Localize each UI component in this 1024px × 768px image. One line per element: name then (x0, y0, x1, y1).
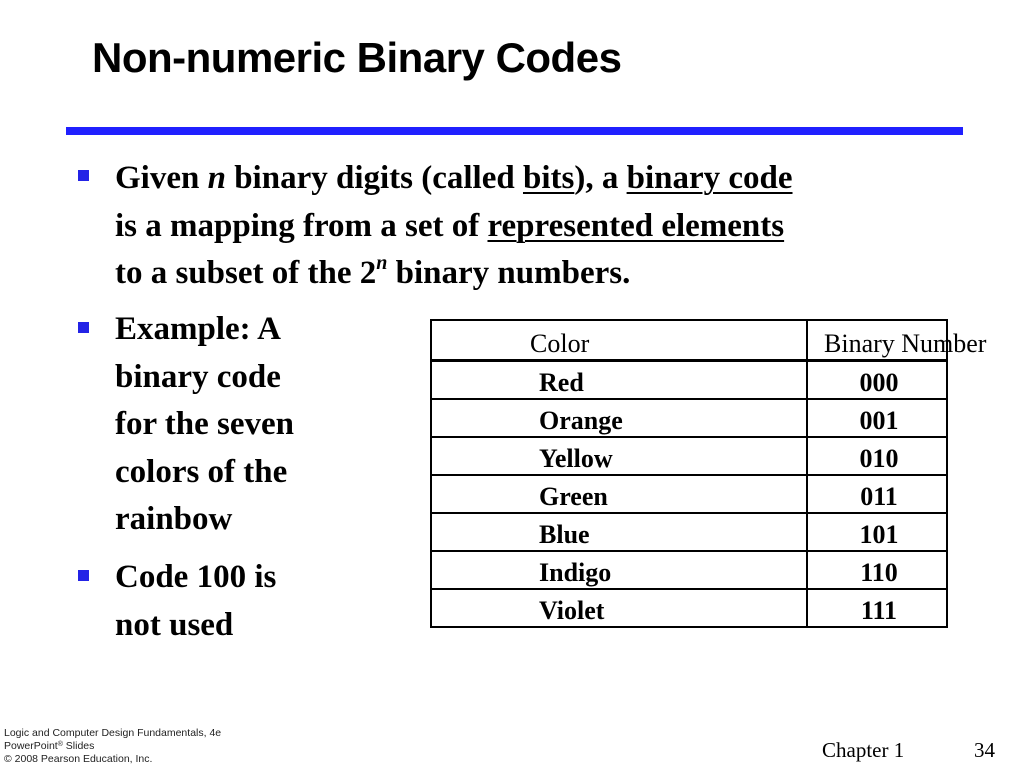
bullet-example (115, 306, 294, 544)
bullet-definition (115, 155, 793, 298)
color-code-table (430, 319, 987, 628)
term-binary-code: binary code (626, 160, 793, 196)
bullet-example-line: binary code (115, 358, 281, 395)
cell-binary: 101 (807, 513, 947, 551)
table-row (431, 437, 947, 475)
table-row (431, 399, 947, 437)
bullet-unused-code-line: not used (115, 606, 234, 643)
cell-color: Yellow (431, 437, 807, 475)
bullet-definition-line-3: to a subset of the 2$^n$ binary numbers. (115, 252, 631, 291)
footer-chapter: Chapter 1 (822, 738, 905, 762)
term-bits: bits (522, 160, 575, 196)
bullet-unused-code-line: Code 100 is (115, 559, 277, 595)
cell-color: Green (431, 475, 807, 513)
table-header-row (431, 320, 947, 361)
table-row (431, 551, 947, 589)
slide-title: Non-numeric Binary Codes (92, 34, 622, 81)
bullet-example-line: Example: A (115, 311, 281, 347)
footer-slides: PowerPoint® Slides (4, 740, 95, 752)
cell-binary: 000 (807, 361, 947, 400)
cell-binary: 010 (807, 437, 947, 475)
footer-book-title: Logic and Computer Design Fundamentals, 4e (4, 727, 222, 739)
bullet-example-line: colors of the (115, 453, 288, 490)
header-color: Color (431, 320, 807, 361)
cell-color: Orange (431, 399, 807, 437)
footer-credits (4, 727, 221, 766)
bullet-definition-line-1: Given n binary digits (called bits), a binary code (115, 160, 793, 196)
cell-binary: 001 (807, 399, 947, 437)
cell-binary: 110 (807, 551, 947, 589)
table-row (431, 513, 947, 551)
bullet-example-line: rainbow (115, 501, 233, 537)
bullet-square-icon (78, 322, 89, 333)
header-binary-number: Binary Number (807, 320, 947, 361)
cell-color: Violet (431, 589, 807, 627)
cell-color: Red (431, 361, 807, 400)
footer-copyright: © 2008 Pearson Education, Inc. (4, 753, 153, 765)
bullet-square-icon (78, 170, 89, 181)
table-row (431, 475, 947, 513)
cell-color: Indigo (431, 551, 807, 589)
bullet-example-line: for the seven (115, 406, 295, 442)
footer-page-number: 34 (974, 738, 995, 762)
bullet-square-icon (78, 570, 89, 581)
term-represented-elements: represented elements (487, 207, 785, 244)
cell-binary: 011 (807, 475, 947, 513)
cell-color: Blue (431, 513, 807, 551)
table-row (431, 361, 947, 400)
bullet-definition-line-2: is a mapping from a set of represented elements (115, 207, 785, 244)
table-row (431, 589, 947, 627)
bullet-unused-code (115, 554, 276, 649)
title-underline-rule (66, 127, 963, 135)
cell-binary: 111 (807, 589, 947, 627)
